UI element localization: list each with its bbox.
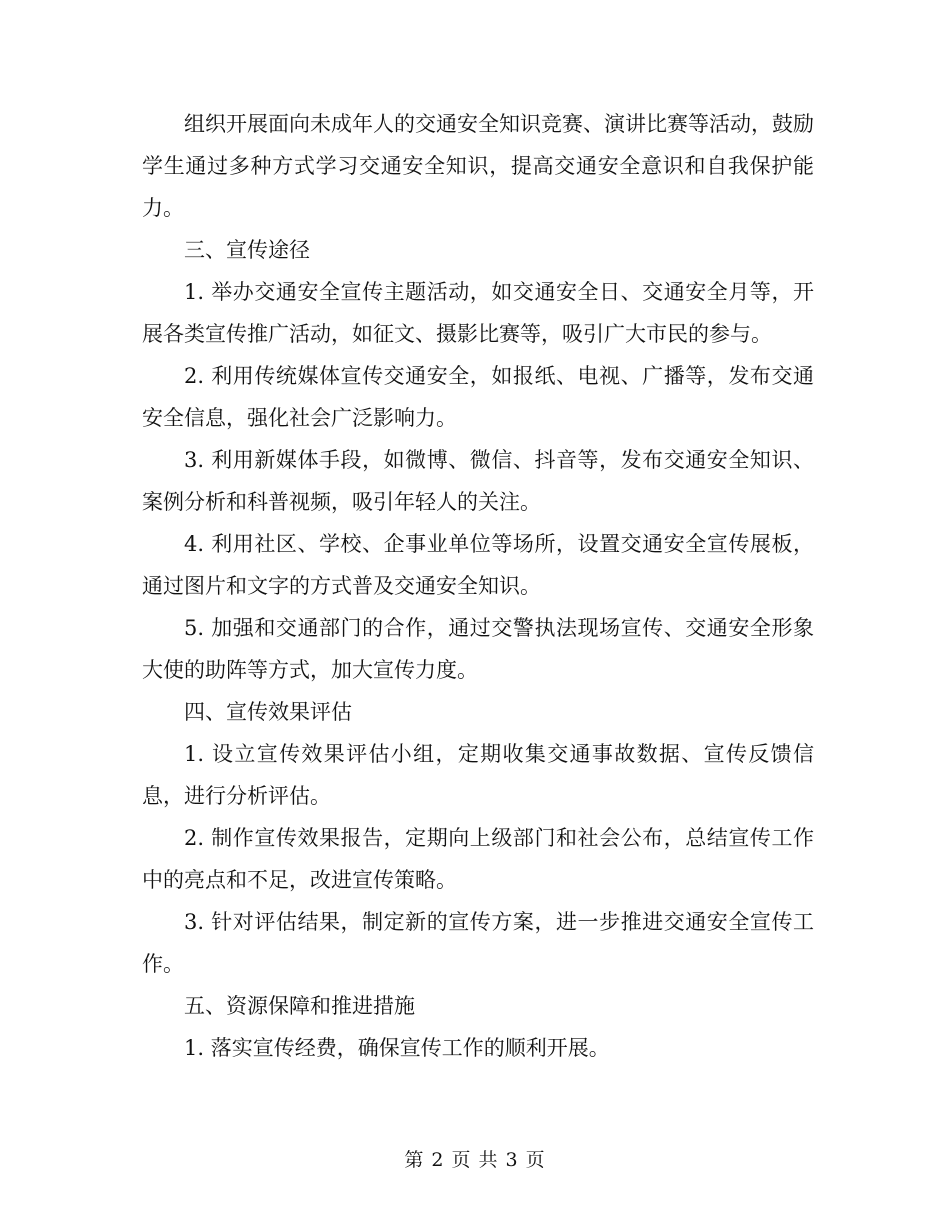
page-number-footer: 第 2 页 共 3 页 (404, 1149, 546, 1171)
document-body (142, 103, 814, 1069)
section-heading-4: 四、宣传效果评估 (184, 700, 352, 724)
section-heading-5: 五、资源保障和推进措施 (184, 994, 415, 1018)
paragraph-3-4: 4. 利用社区、学校、企事业单位等场所，设置交通安全宣传展板，通过图片和文字的方式普及交通安全知识。 (142, 532, 814, 598)
paragraph-5-1: 1. 落实宣传经费，确保宣传工作的顺利开展。 (184, 1036, 610, 1060)
paragraph-intro: 组织开展面向未成年人的交通安全知识竞赛、演讲比赛等活动，鼓励学生通过多种方式学习交通安全知识，提高交通安全意识和自我保护能力。 (142, 112, 814, 220)
paragraph-3-5: 5. 加强和交通部门的合作，通过交警执法现场宣传、交通安全形象大使的助阵等方式，加大宣传力度。 (142, 616, 814, 682)
paragraph-4-2: 2. 制作宣传效果报告，定期向上级部门和社会公布，总结宣传工作中的亮点和不足，改进宣传策略。 (142, 826, 814, 892)
paragraph-3-2: 2. 利用传统媒体宣传交通安全，如报纸、电视、广播等，发布交通安全信息，强化社会广泛影响力。 (142, 364, 814, 430)
section-heading-3: 三、宣传途径 (184, 238, 310, 262)
paragraph-4-3: 3. 针对评估结果，制定新的宣传方案，进一步推进交通安全宣传工作。 (142, 910, 814, 976)
paragraph-4-1: 1. 设立宣传效果评估小组，定期收集交通事故数据、宣传反馈信息，进行分析评估。 (142, 742, 814, 808)
paragraph-3-3: 3. 利用新媒体手段，如微博、微信、抖音等，发布交通安全知识、案例分析和科普视频，吸引年轻人的关注。 (142, 448, 814, 514)
paragraph-3-1: 1. 举办交通安全宣传主题活动，如交通安全日、交通安全月等，开展各类宣传推广活动，如征文、摄影比赛等，吸引广大市民的参与。 (142, 280, 814, 346)
